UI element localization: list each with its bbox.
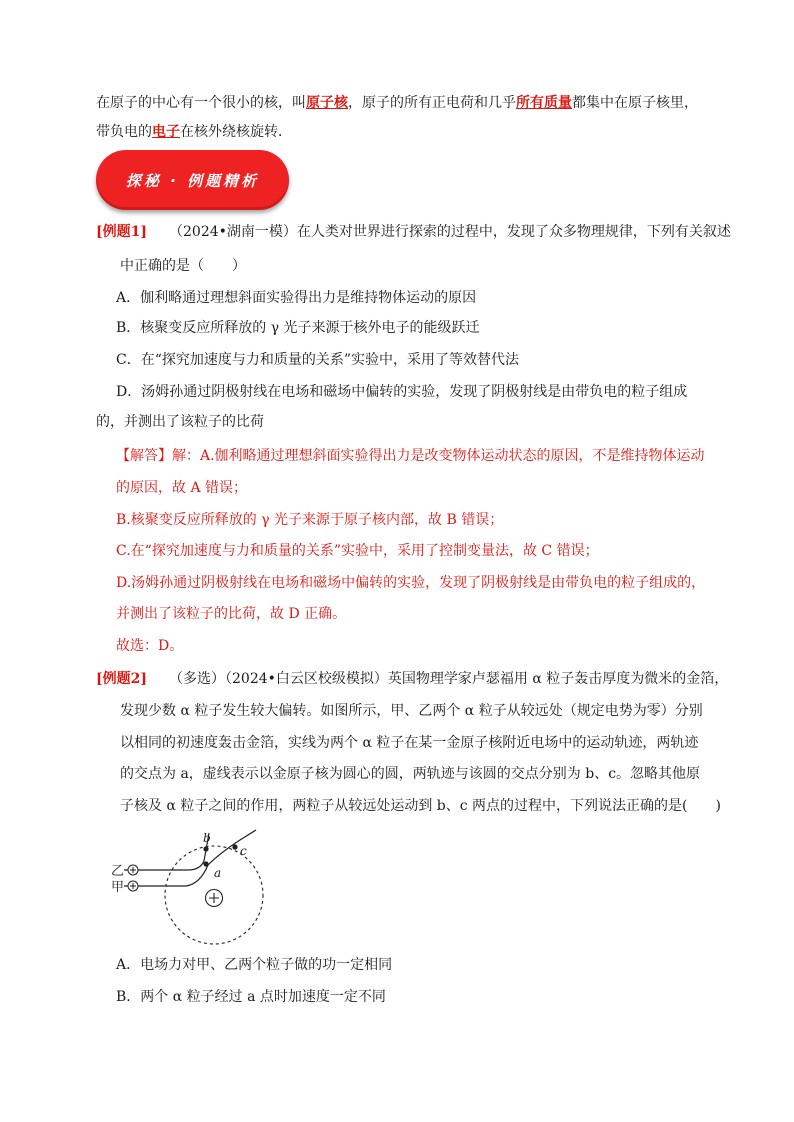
term-mass: 所有质量: [516, 95, 572, 111]
example2-stem-line3: 以相同的初速度轰击金箔，实线为两个 α 粒子在某一金原子核附近电场中的运动轨迹，两轨迹: [120, 735, 699, 751]
label-a: a: [214, 866, 222, 880]
example1-answer-line2: 的原因，故 A 错误；: [116, 480, 248, 496]
alpha-scattering-figure: [108, 827, 270, 945]
trajectory-jia: [124, 830, 256, 886]
label-b: b: [203, 831, 211, 845]
example2-stem-line1: [96, 669, 728, 689]
example2-stem-line4: 的交点为 a，虚线表示以金原子核为圆心的圆，两轨迹与该圆的交点分别为 b、c。忽略其他原: [120, 766, 701, 782]
label-yi: 乙: [111, 864, 125, 879]
intro-text: 在原子的中心有一个很小的核，叫: [96, 95, 306, 111]
example1-option-d-line2: 的，并测出了该粒子的比荷: [96, 414, 264, 430]
example1-answer-line6: 并测出了该粒子的比荷，故 D 正确。: [116, 606, 347, 622]
point-b: [203, 846, 208, 851]
example2-stem: （多选）（2024•白云区校级模拟）英国物理学家卢瑟福用 α 粒子轰击厚度为微米的金箔，: [169, 671, 729, 687]
label-jia: 甲: [111, 880, 125, 895]
section-banner-label: 探秘 · 例题精析: [125, 171, 260, 190]
label-c: c: [240, 844, 247, 858]
example1-answer-line4: C.在“探究加速度与力和质量的关系”实验中，采用了控制变量法，故 C 错误；: [116, 543, 599, 559]
example1-answer-line3: B.核聚变反应所释放的 γ 光子来源于原子核内部，故 B 错误；: [116, 512, 504, 528]
example1-option-c: C．在“探究加速度与力和质量的关系”实验中，采用了等效替代法: [116, 352, 520, 368]
intro-text: 带负电的: [96, 124, 152, 140]
intro-line-2: [96, 122, 292, 142]
example1-option-b: B．核聚变反应所释放的 γ 光子来源于核外电子的能级跃迁: [116, 320, 480, 336]
example2-stem-line2: 发现少数 α 粒子发生较大偏转。如图所示，甲、乙两个 α 粒子从较远处（规定电势为零）分别: [120, 703, 703, 719]
point-c: [232, 844, 237, 849]
example1-option-d-line1: D．汤姆孙通过阴极射线在电场和磁场中偏转的实验，发现了阴极射线是由带负电的粒子组成: [116, 384, 688, 400]
term-electron: 电子: [152, 124, 180, 140]
example1-tag: [例题1]: [96, 224, 147, 240]
example1-answer-line1: [116, 446, 705, 466]
answer-text: 解：A.伽利略通过理想斜面实验得出力是改变物体运动状态的原因，不是维持物体运动: [172, 448, 705, 464]
example1-answer-line5: D.汤姆孙通过阴极射线在电场和磁场中偏转的实验，发现了阴极射线是由带负电的粒子组成的，: [116, 575, 706, 591]
intro-text: 在核外绕核旋转．: [180, 124, 292, 140]
term-nucleus: 原子核: [306, 95, 348, 111]
intro-line-1: [96, 93, 698, 113]
example1-stem: （2024•湖南一模）在人类对世界进行探索的过程中，发现了众多物理规律，下列有关叙述: [169, 224, 731, 240]
example2-tag: [例题2]: [96, 671, 147, 687]
example1-option-a: A．伽利略通过理想斜面实验得出力是维持物体运动的原因: [116, 290, 477, 306]
intro-text: ，原子的所有正电荷和几乎: [348, 95, 516, 111]
example1-stem-line1: [96, 222, 731, 242]
example2-stem-line5: 子核及 α 粒子之间的作用，两粒子从较远处运动到 b、c 两点的过程中，下列说法正确的是( ): [120, 798, 721, 814]
example1-stem-line2: 中正确的是（ ）: [120, 258, 246, 274]
trajectory-yi: [124, 833, 209, 870]
intro-text: 都集中在原子核里，: [572, 95, 698, 111]
answer-tag: 【解答】: [116, 448, 172, 464]
example1-answer-line7: 故选：D。: [116, 638, 184, 654]
section-banner: [96, 150, 289, 210]
example2-option-b: B．两个 α 粒子经过 a 点时加速度一定不同: [116, 989, 386, 1005]
point-a: [203, 861, 208, 866]
example2-option-a: A．电场力对甲、乙两个粒子做的功一定相同: [116, 957, 393, 973]
